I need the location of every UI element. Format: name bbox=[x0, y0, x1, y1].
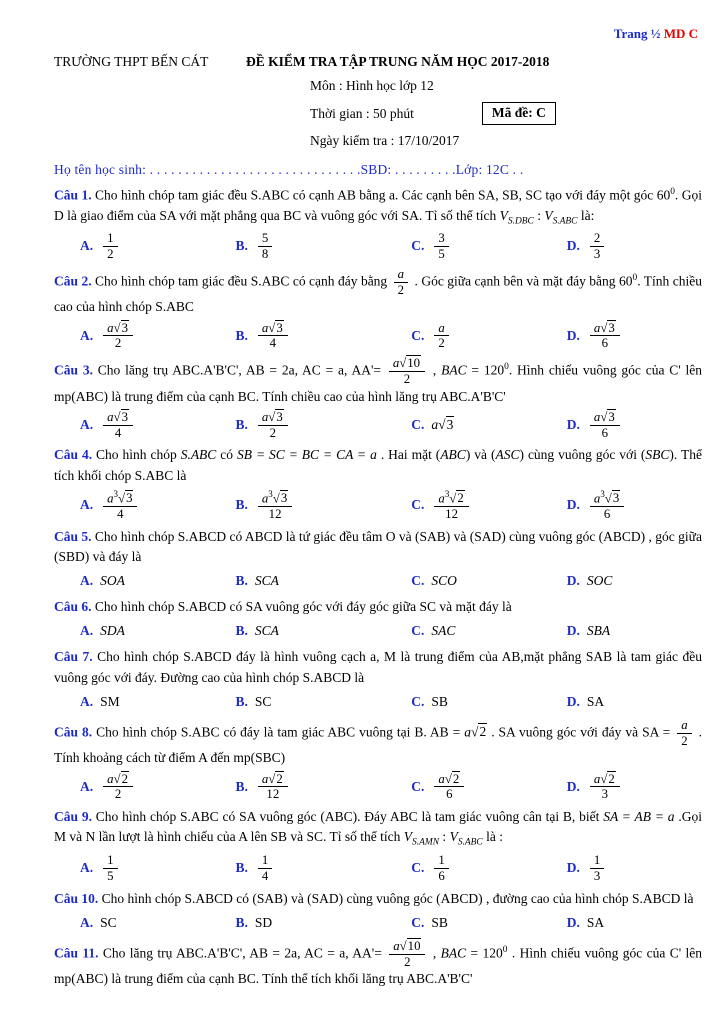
sqrt-radical: √3 bbox=[438, 416, 454, 432]
sqrt-radical: √3 bbox=[113, 320, 128, 335]
sqrt-radical: √10 bbox=[399, 938, 421, 953]
question-text: Câu 10. Cho hình chóp S.ABCD có (SAB) và (SAD) cùng vuông góc (ABCD) , đường cao của hình chóp S.ABCD là bbox=[54, 890, 694, 906]
sqrt-radical: √3 bbox=[600, 409, 615, 424]
question bbox=[54, 597, 702, 642]
sqrt-radical: √2 bbox=[113, 771, 128, 786]
question-number: Câu 7. bbox=[54, 649, 93, 665]
option-letter: A. bbox=[80, 238, 94, 254]
answer-option bbox=[236, 621, 412, 641]
answer-option bbox=[411, 913, 567, 933]
answer-option bbox=[80, 853, 236, 884]
option-letter: D. bbox=[566, 914, 580, 930]
option-letter: C. bbox=[411, 497, 425, 513]
option-value bbox=[587, 231, 607, 262]
options-row bbox=[54, 912, 702, 934]
sqrt-radical: √2 bbox=[600, 771, 615, 786]
option-letter: B. bbox=[235, 497, 248, 513]
answer-option bbox=[411, 571, 567, 591]
option-value bbox=[431, 231, 451, 262]
answer-option bbox=[236, 489, 412, 522]
question-text: Câu 9. Cho hình chóp S.ABC có SA vuông góc (ABC). Đáy ABC là tam giác vuông cân tại B, biết SA = AB = a .Gọi M và N lần lượt là hình chiếu của A lên SB và SC. Tỉ số thể tích $V_{S.AMN}$ : $V_{S.ABC}$ là : bbox=[54, 809, 702, 849]
option-value bbox=[100, 231, 120, 262]
question-number: Câu 5. bbox=[54, 528, 92, 544]
answer-option bbox=[80, 321, 236, 352]
answer-option bbox=[80, 692, 236, 712]
question-number: Câu 2. bbox=[54, 273, 92, 289]
option-value: SOA bbox=[100, 573, 125, 588]
option-letter: D. bbox=[566, 573, 580, 588]
option-letter: B. bbox=[235, 573, 248, 588]
answer-option bbox=[80, 489, 236, 522]
question-text: Câu 11. Cho lăng trụ ABC.A'B'C', AB = 2a, AC = a, AA'= $\frac{a√10}{2}$ , BAC = $120^0$ . Hình chiếu vuông góc của C' lên mp(ABC) là trung điểm của cạnh BC. Tính thể tích khối lăng trụ ABC.A'B'C' bbox=[54, 938, 703, 987]
answer-option bbox=[567, 692, 702, 712]
option-letter: B. bbox=[235, 860, 248, 876]
question-number: Câu 3. bbox=[54, 362, 93, 378]
answer-option bbox=[80, 772, 236, 803]
option-letter: D. bbox=[566, 623, 580, 639]
option-letter: C. bbox=[411, 416, 425, 432]
option-value: SB bbox=[431, 914, 448, 930]
question-text: Câu 5. Cho hình chóp S.ABCD có ABCD là tứ giác đều tâm O và (SAB) và (SAD) cùng vuông góc (ABCD) , góc giữa (SBD) và đáy là bbox=[54, 528, 702, 564]
question-number: Câu 11. bbox=[54, 945, 99, 961]
option-value bbox=[100, 772, 136, 803]
answer-option bbox=[80, 571, 236, 591]
option-letter: D. bbox=[566, 327, 580, 343]
answer-option bbox=[80, 913, 236, 933]
option-value bbox=[255, 489, 295, 522]
option-value: a√3 bbox=[431, 416, 454, 432]
option-value bbox=[255, 231, 275, 262]
options-row bbox=[54, 489, 702, 522]
option-letter: A. bbox=[80, 497, 94, 513]
fraction: $\frac{a}{2}$ bbox=[434, 321, 448, 352]
answer-option bbox=[411, 692, 567, 712]
answer-option bbox=[411, 231, 567, 262]
exam-code-box: Mã đề: C bbox=[482, 102, 556, 125]
question bbox=[54, 647, 702, 713]
exam-header bbox=[54, 52, 702, 72]
fraction: $\frac{a}{2}$ bbox=[394, 267, 408, 298]
answer-option bbox=[236, 410, 412, 441]
duration-line bbox=[310, 102, 702, 125]
option-value bbox=[255, 772, 291, 803]
fraction: $\frac{1}{4}$ bbox=[258, 853, 272, 884]
sqrt-radical: √3 bbox=[600, 320, 615, 335]
sqrt-radical: √2 bbox=[444, 771, 460, 786]
fraction: $\frac{a√10}{2}$ bbox=[389, 356, 425, 387]
option-value bbox=[255, 321, 291, 352]
page-number-label: Trang ½ bbox=[613, 26, 661, 41]
option-value bbox=[100, 321, 136, 352]
subject-line: Môn : Hình học lớp 12 bbox=[310, 77, 434, 93]
question-text: Câu 4. Cho hình chóp S.ABC có SB = SC = BC = CA = a . Hai mặt (ABC) và (ASC) cùng vuông góc với (SBC). Thể tích khối chóp S.ABC là bbox=[54, 447, 702, 483]
question-number: Câu 4. bbox=[54, 447, 93, 463]
fraction: $\frac{5}{8}$ bbox=[258, 231, 272, 262]
option-value bbox=[100, 410, 136, 441]
answer-option bbox=[411, 772, 567, 803]
option-value: SA bbox=[586, 914, 605, 930]
options-row bbox=[54, 620, 702, 642]
option-letter: A. bbox=[80, 693, 94, 709]
options-row bbox=[54, 570, 702, 592]
sqrt-radical: √2 bbox=[268, 771, 283, 786]
question bbox=[54, 267, 702, 351]
fraction: $\frac{a√3}{6}$ bbox=[590, 410, 620, 441]
exam-meta-block bbox=[310, 76, 702, 152]
option-letter: D. bbox=[566, 497, 580, 513]
answer-option bbox=[236, 231, 412, 262]
question-number: Câu 6. bbox=[54, 599, 92, 615]
fraction: $\frac{1}{2}$ bbox=[103, 231, 117, 262]
option-value bbox=[100, 489, 140, 522]
option-letter: D. bbox=[566, 693, 580, 709]
fraction: $\frac{a^3√3}{4}$ bbox=[103, 489, 137, 522]
option-letter: B. bbox=[235, 693, 248, 709]
answer-option bbox=[567, 231, 702, 262]
option-letter: C. bbox=[411, 914, 425, 930]
answer-option bbox=[567, 489, 702, 522]
fraction: $\frac{a√3}{4}$ bbox=[258, 321, 288, 352]
fraction: $\frac{a√2}{12}$ bbox=[258, 772, 288, 803]
question-number: Câu 9. bbox=[54, 809, 92, 825]
fraction: $\frac{a√2}{6}$ bbox=[434, 772, 464, 803]
option-letter: C. bbox=[411, 623, 425, 639]
option-value bbox=[587, 410, 623, 441]
question-number: Câu 8. bbox=[54, 724, 93, 740]
option-value bbox=[431, 489, 471, 522]
student-info-line: Họ tên học sinh: . . . . . . . . . . . . . . . . . . . . . . . . . . . . . .SBD: . . . . . . . . .Lớp: 12C . . bbox=[54, 161, 524, 177]
option-value bbox=[255, 410, 291, 441]
option-letter: C. bbox=[411, 327, 425, 343]
question-number: Câu 1. bbox=[54, 187, 92, 203]
option-value bbox=[255, 853, 275, 884]
fraction: $\frac{1}{5}$ bbox=[103, 853, 117, 884]
option-letter: B. bbox=[235, 778, 248, 794]
option-value: SA bbox=[586, 693, 605, 709]
options-row bbox=[54, 410, 702, 441]
option-value: SOC bbox=[586, 573, 613, 588]
answer-option bbox=[411, 489, 567, 522]
options-row bbox=[54, 853, 702, 884]
answer-option bbox=[411, 853, 567, 884]
sqrt-radical: √3 bbox=[272, 491, 288, 506]
option-letter: B. bbox=[235, 238, 248, 254]
option-value bbox=[100, 853, 120, 884]
fraction: $\frac{3}{5}$ bbox=[434, 231, 448, 262]
fraction: $\frac{a^3√3}{12}$ bbox=[258, 489, 292, 522]
answer-option bbox=[567, 571, 702, 591]
option-letter: D. bbox=[566, 238, 580, 254]
question bbox=[54, 185, 702, 262]
option-value bbox=[587, 489, 627, 522]
sqrt-radical: √3 bbox=[268, 409, 283, 424]
fraction: $\frac{a√3}{6}$ bbox=[590, 321, 620, 352]
option-letter: C. bbox=[411, 693, 425, 709]
question bbox=[54, 939, 702, 990]
option-value: SC bbox=[100, 914, 117, 930]
answer-option bbox=[567, 410, 702, 441]
option-letter: B. bbox=[235, 327, 248, 343]
answer-option bbox=[80, 621, 236, 641]
exam-date-line: Ngày kiểm tra : 17/10/2017 bbox=[310, 133, 460, 149]
answer-option bbox=[567, 321, 702, 352]
answer-option bbox=[411, 621, 567, 641]
question-text: Câu 2. Cho hình chóp tam giác đều S.ABC có cạnh đáy bằng $\frac{a}{2}$ . Góc giữa cạnh bên và mặt đáy bằng $60^0$. Tính chiều cao của hình chóp S.ABC bbox=[54, 266, 702, 315]
duration-text: Thời gian : 50 phút bbox=[310, 105, 414, 121]
option-letter: A. bbox=[80, 778, 94, 794]
option-value: SB bbox=[431, 693, 448, 709]
question bbox=[54, 718, 702, 802]
question-text: Câu 6. Cho hình chóp S.ABCD có SA vuông góc với đáy góc giữa SC và mặt đáy là bbox=[54, 599, 512, 615]
option-letter: D. bbox=[566, 416, 580, 432]
sqrt-radical: √3 bbox=[113, 409, 128, 424]
question bbox=[54, 445, 702, 521]
option-value: SDA bbox=[100, 623, 125, 639]
sqrt-radical: √3 bbox=[118, 491, 133, 506]
option-value bbox=[431, 853, 451, 884]
option-value: SCA bbox=[254, 623, 279, 639]
option-letter: D. bbox=[566, 778, 580, 794]
option-letter: A. bbox=[80, 623, 94, 639]
fraction: $\frac{a√3}{4}$ bbox=[103, 410, 133, 441]
option-value: SC bbox=[254, 693, 272, 709]
option-letter: A. bbox=[80, 327, 94, 343]
fraction: $\frac{2}{3}$ bbox=[590, 231, 604, 262]
fraction: $\frac{a√3}{2}$ bbox=[103, 321, 133, 352]
answer-option bbox=[567, 853, 702, 884]
fraction: $\frac{a^3√3}{6}$ bbox=[590, 489, 624, 522]
option-letter: A. bbox=[80, 914, 94, 930]
fraction: $\frac{a√3}{2}$ bbox=[258, 410, 288, 441]
answer-option bbox=[567, 621, 702, 641]
options-row bbox=[54, 231, 702, 262]
answer-option bbox=[567, 772, 702, 803]
option-value: SM bbox=[100, 693, 120, 709]
option-value: SCO bbox=[431, 573, 457, 588]
answer-option bbox=[236, 321, 412, 352]
question-text: Câu 7. Cho hình chóp S.ABCD đáy là hình vuông cạch a, M là trung điểm của AB,mặt phẳng SAB là tam giác đều vuông góc với đáy. Đường cao của hình chóp S.ABCD là bbox=[54, 649, 702, 685]
exam-code-corner-label: MD C bbox=[663, 26, 698, 41]
option-letter: A. bbox=[80, 860, 94, 876]
answer-option bbox=[411, 415, 567, 435]
option-letter: B. bbox=[235, 914, 248, 930]
fraction: $\frac{1}{6}$ bbox=[434, 853, 448, 884]
question-number: Câu 10. bbox=[54, 890, 99, 906]
option-value: SCA bbox=[254, 573, 279, 588]
fraction: $\frac{a√10}{2}$ bbox=[389, 939, 425, 970]
option-letter: D. bbox=[566, 860, 580, 876]
option-letter: C. bbox=[411, 573, 425, 588]
option-letter: B. bbox=[235, 416, 248, 432]
option-letter: C. bbox=[411, 238, 425, 254]
answer-option bbox=[80, 410, 236, 441]
questions-list bbox=[54, 185, 702, 990]
answer-option bbox=[411, 321, 567, 352]
answer-option bbox=[236, 571, 412, 591]
answer-option bbox=[567, 913, 702, 933]
fraction: $\frac{a√2}{2}$ bbox=[103, 772, 133, 803]
option-value bbox=[431, 321, 451, 352]
question-text: Câu 1. Cho hình chóp tam giác đều S.ABC có cạnh AB bằng a. Các cạnh bên SA, SB, SC tạo với đáy một góc $60^0$. Gọi D là giao điểm của SA với mặt phẳng qua BC và vuông góc với SA. Tỉ số thể tích $V_{S.DBC}$ : $V_{S.ABC}$ là: bbox=[54, 186, 702, 227]
answer-option bbox=[236, 913, 412, 933]
option-letter: C. bbox=[411, 860, 425, 876]
question bbox=[54, 889, 702, 934]
sqrt-radical: √3 bbox=[268, 320, 283, 335]
question bbox=[54, 527, 702, 593]
fraction: $\frac{a^3√2}{12}$ bbox=[434, 489, 468, 522]
question-text: Câu 3. Cho lăng trụ ABC.A'B'C', AB = 2a, AC = a, AA'= $\frac{a√10}{2}$ , BAC = $120^0$. Hình chiếu vuông góc của C' lên mp(ABC) là trung điểm của cạnh BC. Tính chiều cao của hình lăng trụ ABC.A'B'C' bbox=[54, 356, 703, 404]
fraction: $\frac{1}{3}$ bbox=[590, 853, 604, 884]
option-value bbox=[587, 853, 607, 884]
sqrt-radical: √3 bbox=[604, 491, 620, 506]
page-corner bbox=[54, 24, 702, 44]
answer-option bbox=[236, 692, 412, 712]
option-value: SD bbox=[254, 914, 273, 930]
option-letter: B. bbox=[235, 623, 248, 639]
exam-title: ĐỀ KIỂM TRA TẬP TRUNG NĂM HỌC 2017-2018 bbox=[246, 53, 550, 69]
question-text: Câu 8. Cho hình chóp S.ABC có đáy là tam giác ABC vuông tại B. AB = a√2 . SA vuông góc với đáy và SA = $\frac{a}{2}$ . Tính khoảng cách từ điểm A đến mp(SBC) bbox=[54, 717, 702, 766]
option-letter: A. bbox=[80, 416, 94, 432]
options-row bbox=[54, 691, 702, 713]
answer-option bbox=[236, 772, 412, 803]
option-letter: C. bbox=[411, 778, 425, 794]
sqrt-radical: √2 bbox=[471, 724, 487, 740]
question bbox=[54, 356, 702, 440]
option-letter: A. bbox=[80, 573, 94, 588]
answer-option bbox=[236, 853, 412, 884]
school-name: TRƯỜNG THPT BẾN CÁT bbox=[54, 53, 209, 69]
option-value: SBA bbox=[586, 623, 611, 639]
fraction: $\frac{a√2}{3}$ bbox=[590, 772, 620, 803]
option-value bbox=[587, 321, 623, 352]
question bbox=[54, 807, 702, 884]
fraction: $\frac{a}{2}$ bbox=[677, 718, 691, 749]
option-value: SAC bbox=[431, 623, 456, 639]
option-value bbox=[587, 772, 623, 803]
options-row bbox=[54, 321, 702, 352]
sqrt-radical: √2 bbox=[449, 491, 464, 506]
answer-option bbox=[80, 231, 236, 262]
options-row bbox=[54, 772, 702, 803]
sqrt-radical: √10 bbox=[399, 356, 421, 371]
option-value bbox=[431, 772, 467, 803]
